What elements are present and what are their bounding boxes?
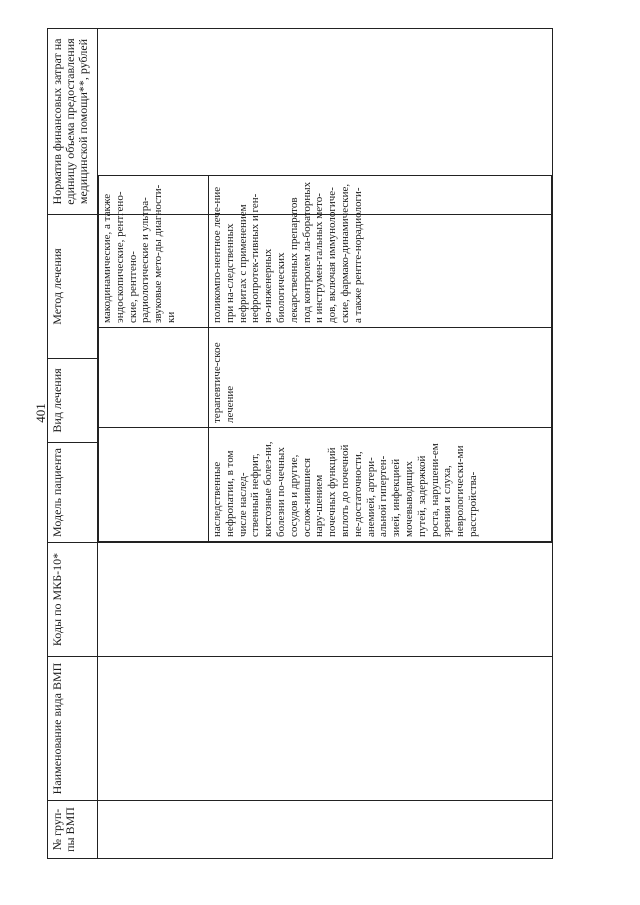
header-method: Метод лечения bbox=[48, 215, 98, 359]
header-codes: Коды по МКБ-10* bbox=[48, 543, 98, 657]
cell-group bbox=[98, 801, 553, 859]
table-row bbox=[209, 176, 552, 542]
table-row bbox=[99, 176, 209, 542]
cell-content bbox=[98, 181, 553, 543]
cell-codes bbox=[98, 543, 553, 657]
row-a-model bbox=[99, 428, 209, 542]
row-b-model: наследственные нефропатии, в том числе наслед-ственный нефрит, кистозные болез-ни, болезни по-чечных сосудов и другие, ослож-нившиеся нару-шением почечных функций вплоть до почечной не-достаточности, анемией, артери-альной гипертен-зией, инфекцией мочевыводящих путей, задержкой роста, нарушени-ем зрения и слуха, неврологически-ми расстройства- bbox=[209, 428, 552, 542]
header-group: № груп-пы ВМП bbox=[48, 801, 98, 859]
rotated-page bbox=[47, 29, 553, 859]
inner-table bbox=[98, 175, 552, 542]
row-b-method: поликомпо-нентное лече-ние при на-следственных нефритах с применением нефропротек-тивных и ген-но-инженерных биологических лекарственных препаратов под контролем ла-бораторных и инструмен-тальных мето-дов, включая иммунологиче-ские, фармако-динамические, а также рентге-норадиологи- bbox=[209, 176, 552, 328]
cell-norm bbox=[98, 29, 553, 215]
row-a-method: макодинамические, а также эндоскопические, рентгено-ские, рентгено-радиологические и ультра-звуковые мето-ды диагности-ки bbox=[99, 176, 209, 328]
header-treatment-type: Вид лечения bbox=[48, 359, 98, 443]
header-name: Наименование вида ВМП bbox=[48, 657, 98, 801]
header-model: Модель пациента bbox=[48, 443, 98, 543]
data-table bbox=[47, 28, 553, 859]
row-b-treatment-type: терапевтиче-ское лечение bbox=[209, 328, 552, 428]
header-norm: Норматив финансовых затрат на единицу объема предоставления медицинской помощи**, рублей bbox=[48, 29, 98, 215]
page-number: 401 bbox=[33, 403, 48, 423]
cell-name bbox=[98, 657, 553, 801]
row-a-treatment-type bbox=[99, 328, 209, 428]
